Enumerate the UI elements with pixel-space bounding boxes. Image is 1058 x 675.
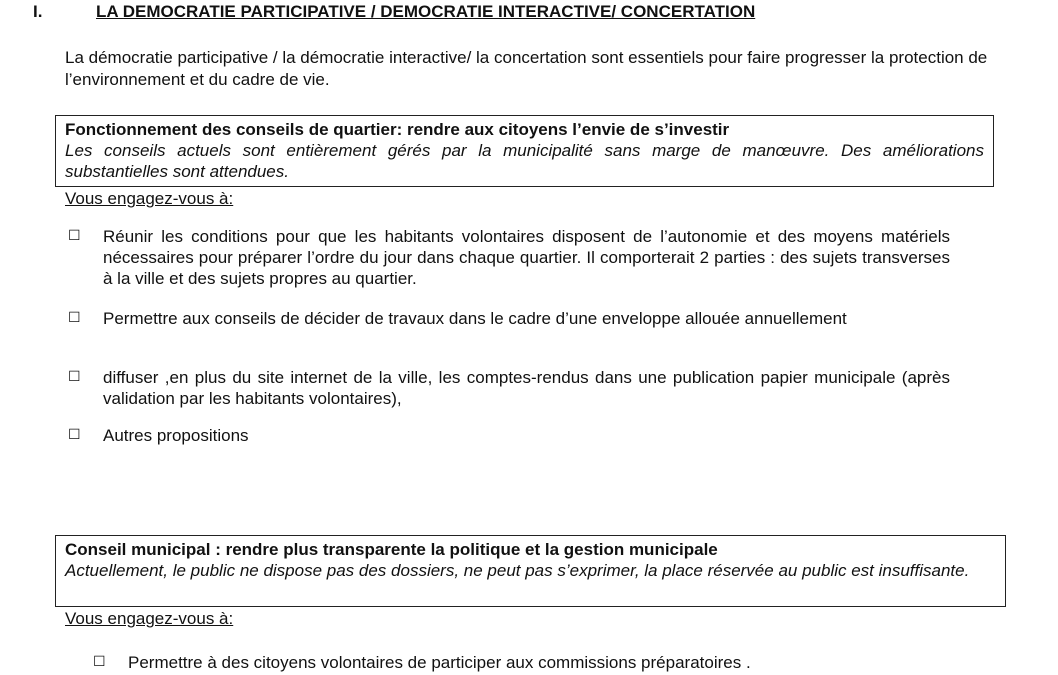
checkbox-icon[interactable]: ☐ xyxy=(68,369,81,385)
commitment-text: diffuser ,en plus du site internet de la ville, les comptes-rendus dans une publication papier municipale (après validation par les habitants volontaires), xyxy=(103,368,950,408)
commitment-text: Autres propositions xyxy=(103,426,249,445)
box-description: Actuellement, le public ne dispose pas des dossiers, ne peut pas s’exprimer, la place réservée au public est insuffisante. xyxy=(65,561,970,580)
box-description: Les conseils actuels sont entièrement gérés par la municipalité sans marge de manœuvre. Des améliorations substantielles sont attendues. xyxy=(65,141,984,181)
engage-label: Vous engagez-vous à: xyxy=(65,189,234,208)
checkbox-icon[interactable]: ☐ xyxy=(68,228,81,244)
commitment-item xyxy=(68,367,950,409)
box-title: Conseil municipal : rendre plus transparente la politique et la gestion municipale xyxy=(65,540,718,559)
checkbox-icon[interactable]: ☐ xyxy=(68,427,81,443)
commitment-text: Permettre aux conseils de décider de travaux dans le cadre d’une enveloppe allouée annuellement xyxy=(103,309,847,328)
commitment-item xyxy=(68,425,950,446)
engage-label: Vous engagez-vous à: xyxy=(65,609,234,628)
commitment-item xyxy=(93,652,993,673)
box-title: Fonctionnement des conseils de quartier: rendre aux citoyens l’envie de s’investir xyxy=(65,120,730,139)
section-number: I. xyxy=(33,2,43,21)
section-title: LA DEMOCRATIE PARTICIPATIVE / DEMOCRATIE INTERACTIVE/ CONCERTATION xyxy=(96,2,756,21)
checkbox-icon[interactable]: ☐ xyxy=(93,654,106,670)
section-heading xyxy=(33,2,755,22)
council-quartier-box xyxy=(55,115,994,187)
commitment-item xyxy=(68,308,950,329)
commitment-text: Permettre à des citoyens volontaires de participer aux commissions préparatoires . xyxy=(128,653,751,672)
commitment-item xyxy=(68,226,950,289)
intro-paragraph: La démocratie participative / la démocratie interactive/ la concertation sont essentiels pour faire progresser la protection de l’environnement et du cadre de vie. xyxy=(65,48,988,89)
commitment-text: Réunir les conditions pour que les habitants volontaires disposent de l’autonomie et des moyens matériels nécessaires pour préparer l’ordre du jour dans chaque quartier. Il comporterait 2 parties : des sujets transverses à la ville et des sujets propres au quartier. xyxy=(103,227,950,288)
conseil-municipal-box xyxy=(55,535,1006,607)
checkbox-icon[interactable]: ☐ xyxy=(68,310,81,326)
